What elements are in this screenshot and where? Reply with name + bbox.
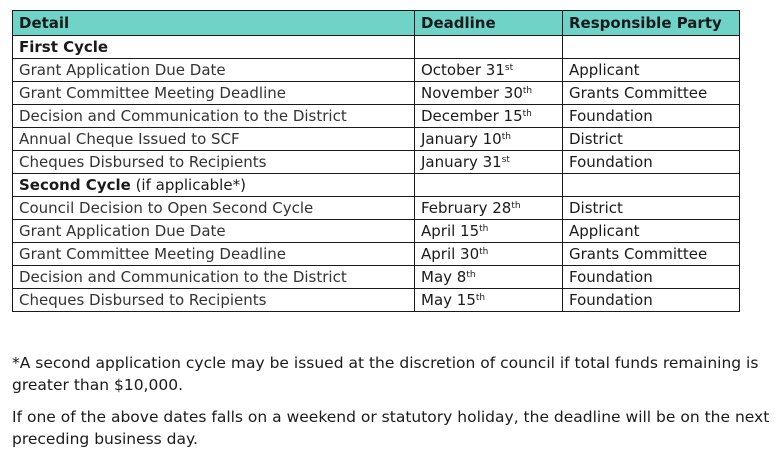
party-cell: Applicant — [563, 220, 740, 243]
ordinal-suffix: th — [501, 132, 511, 142]
table-row — [13, 151, 740, 174]
party-cell: Foundation — [563, 105, 740, 128]
table-row — [13, 128, 740, 151]
section-title-second-cycle: Second Cycle — [19, 176, 131, 194]
ordinal-suffix: th — [479, 224, 489, 234]
deadline-date: November 30 — [421, 84, 523, 102]
deadline-date: January 10 — [421, 130, 502, 148]
ordinal-suffix: th — [475, 293, 486, 303]
table-header-row — [13, 11, 740, 36]
table-row — [13, 220, 740, 243]
footnote-second-cycle: *A second application cycle may be issued at the discretion of council if total funds remaining is greater than $10,000. — [12, 354, 759, 394]
detail-cell: Annual Cheque Issued to SCF — [13, 128, 415, 151]
deadline-cell — [415, 243, 563, 266]
table-row — [13, 289, 740, 312]
table-row — [13, 82, 740, 105]
deadline-cell — [415, 128, 563, 151]
deadline-cell — [415, 220, 563, 243]
detail-cell: Decision and Communication to the District — [13, 105, 415, 128]
ordinal-suffix: th — [511, 201, 521, 211]
deadline-cell — [415, 105, 563, 128]
detail-cell: Council Decision to Open Second Cycle — [13, 197, 415, 220]
ordinal-suffix: th — [479, 247, 489, 257]
party-cell: District — [563, 128, 740, 151]
empty-cell — [563, 174, 740, 197]
detail-cell: Grant Committee Meeting Deadline — [13, 243, 415, 266]
ordinal-suffix: st — [504, 63, 514, 73]
detail-cell: Cheques Disbursed to Recipients — [13, 151, 415, 174]
party-cell: Foundation — [563, 151, 740, 174]
party-cell: Grants Committee — [563, 82, 740, 105]
section-row-first-cycle — [13, 36, 740, 59]
detail-cell: Decision and Communication to the District — [13, 266, 415, 289]
deadline-cell — [415, 59, 563, 82]
empty-cell — [415, 36, 563, 59]
table-row — [13, 266, 740, 289]
deadline-date: May 15 — [421, 291, 476, 309]
deadline-date: April 15 — [421, 222, 480, 240]
deadline-date: January 31 — [421, 153, 502, 171]
deadline-cell — [415, 82, 563, 105]
party-cell: Grants Committee — [563, 243, 740, 266]
weekend-holiday-note: If one of the above dates falls on a weekend or statutory holiday, the deadline will be on the next preceding business day. — [12, 408, 770, 448]
header-detail: Detail — [13, 11, 415, 36]
deadline-date: April 30 — [421, 245, 480, 263]
ordinal-suffix: th — [466, 270, 476, 280]
table-row — [13, 243, 740, 266]
notes-section — [12, 352, 774, 460]
detail-cell: Grant Application Due Date — [13, 220, 415, 243]
party-cell: Applicant — [563, 59, 740, 82]
empty-cell — [415, 174, 563, 197]
empty-cell — [563, 36, 740, 59]
deadline-date: December 15 — [421, 107, 523, 125]
deadline-cell — [415, 289, 563, 312]
table-row — [13, 105, 740, 128]
ordinal-suffix: th — [522, 86, 533, 96]
header-responsible-party: Responsible Party — [563, 11, 740, 36]
table-row — [13, 59, 740, 82]
section-title-second-cycle-cell — [13, 174, 415, 197]
deadline-cell — [415, 151, 563, 174]
table-row — [13, 197, 740, 220]
deadline-date: February 28 — [421, 199, 512, 217]
detail-cell: Grant Application Due Date — [13, 59, 415, 82]
party-cell: Foundation — [563, 289, 740, 312]
deadline-date: May 8 — [421, 268, 467, 286]
deadline-date: October 31 — [421, 61, 505, 79]
section-row-second-cycle — [13, 174, 740, 197]
deadline-cell — [415, 266, 563, 289]
section-note: (if applicable*) — [130, 176, 246, 194]
deadline-cell — [415, 197, 563, 220]
party-cell: District — [563, 197, 740, 220]
ordinal-suffix: th — [522, 109, 532, 119]
party-cell: Foundation — [563, 266, 740, 289]
ordinal-suffix: st — [501, 155, 510, 165]
deadline-table — [12, 10, 740, 312]
section-title-first-cycle: First Cycle — [13, 36, 415, 59]
header-deadline: Deadline — [415, 11, 563, 36]
detail-cell: Cheques Disbursed to Recipients — [13, 289, 415, 312]
detail-cell: Grant Committee Meeting Deadline — [13, 82, 415, 105]
